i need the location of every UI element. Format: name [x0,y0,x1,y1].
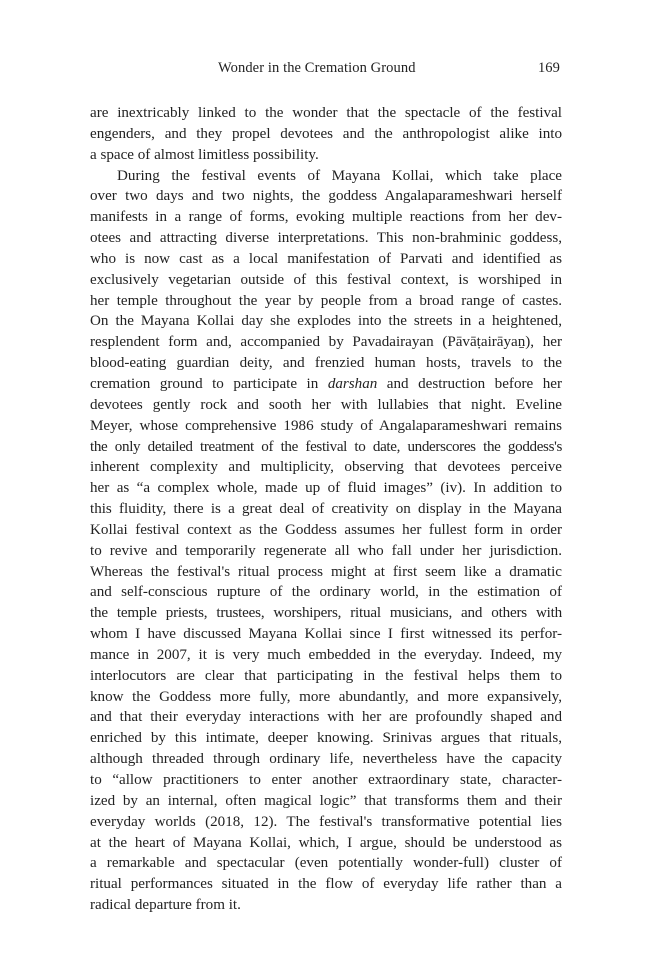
text-line: mance in 2007, it is very much embedded in the everyday. Indeed, my [90,646,562,663]
text-line: a remarkable and spectacular (even potentially wonder-full) cluster of [90,855,562,872]
text-line: devotees gently rock and sooth her with lullabies that night. Eveline [90,396,562,413]
text-line: inherent complexity and multiplicity, observing that devotees perceive [90,459,562,476]
text-line: resplendent form and, accompanied by Pavadairayan (Pāvāṭairāyaṉ), her [90,334,562,351]
text-line: manifests in a range of forms, evoking multiple reactions from her dev- [90,209,562,226]
text-fragment: and destruction before her [377,375,562,392]
text-line: her temple throughout the year by people from a broad range of castes. [90,292,562,309]
text-line: ritual performances situated in the flow of everyday life rather than a [90,876,562,893]
text-line: Meyer, whose comprehensive 1986 study of Angalaparameshwari remains [90,417,562,434]
text-line: During the festival events of Mayana Kollai, which take place [117,167,562,184]
text-line: the only detailed treatment of the festival to date, underscores the goddess's [90,438,562,455]
text-line: over two days and two nights, the goddess Angalaparameshwari herself [90,188,562,205]
text-fragment: cremation ground to participate in [90,375,328,392]
text-line: to “allow practitioners to enter another extraordinary state, character- [90,772,562,788]
text-line: Kollai festival context as the Goddess assumes her fullest form in order [90,521,562,538]
text-line: ized by an internal, often magical logic” that transforms them and their [90,792,562,809]
text-line: whom I have discussed Mayana Kollai since I first witnessed its perfor- [90,626,562,643]
running-head [90,60,560,82]
text-line: and self-conscious rupture of the ordinary world, in the estimation of [90,584,562,601]
text-line: her as “a complex whole, made up of fluid images” (iv). In addition to [90,480,562,497]
text-line: at the heart of Mayana Kollai, which, I argue, should be understood as [90,834,562,851]
running-title: Wonder in the Cremation Ground [218,60,416,76]
text-line: a space of almost limitless possibility. [90,146,319,163]
text-line: although threaded through ordinary life, nevertheless have the capacity [90,751,562,768]
text-line: to revive and temporarily regenerate all who fall under her jurisdiction. [90,542,562,559]
paragraph [90,166,562,916]
text-line: interlocutors are clear that participating in the festival helps them to [90,667,562,684]
text-line: blood-eating guardian deity, and frenzied human hosts, travels to the [90,355,562,372]
page-number: 169 [537,60,560,76]
text-line: exclusively vegetarian outside of this festival context, is worshiped in [90,271,562,288]
body-text [90,103,562,916]
text-line: know the Goddess more fully, more abundantly, and more expansively, [90,688,562,705]
text-line: radical departure from it. [90,897,241,914]
text-line: are inextricably linked to the wonder that the spectacle of the festival [90,105,562,121]
text-line: Whereas the festival's ritual process might at first seem like a dramatic [90,563,562,580]
text-line: this fluidity, there is a great deal of creativity on display in the Mayana [90,501,562,518]
text-line: engenders, and they propel devotees and the anthropologist alike into [90,125,562,142]
text-line: everyday worlds (2018, 12). The festival's transformative potential lies [90,813,562,830]
text-line: who is now cast as a local manifestation of Parvati and identified as [90,250,562,267]
text-line: On the Mayana Kollai day she explodes into the streets in a heightened, [90,313,562,330]
text-line [90,374,562,395]
italic-term: darshan [327,375,378,392]
paragraph [90,103,562,166]
text-line: enriched by this intimate, deeper knowing. Srinivas argues that rituals, [90,730,562,747]
text-line: and that their everyday interactions with her are profoundly shaped and [90,709,562,726]
text-line: otees and attracting diverse interpretations. This non-brahminic goddess, [90,230,562,247]
text-line: the temple priests, trustees, worshipers, ritual musicians, and others with [90,605,562,622]
